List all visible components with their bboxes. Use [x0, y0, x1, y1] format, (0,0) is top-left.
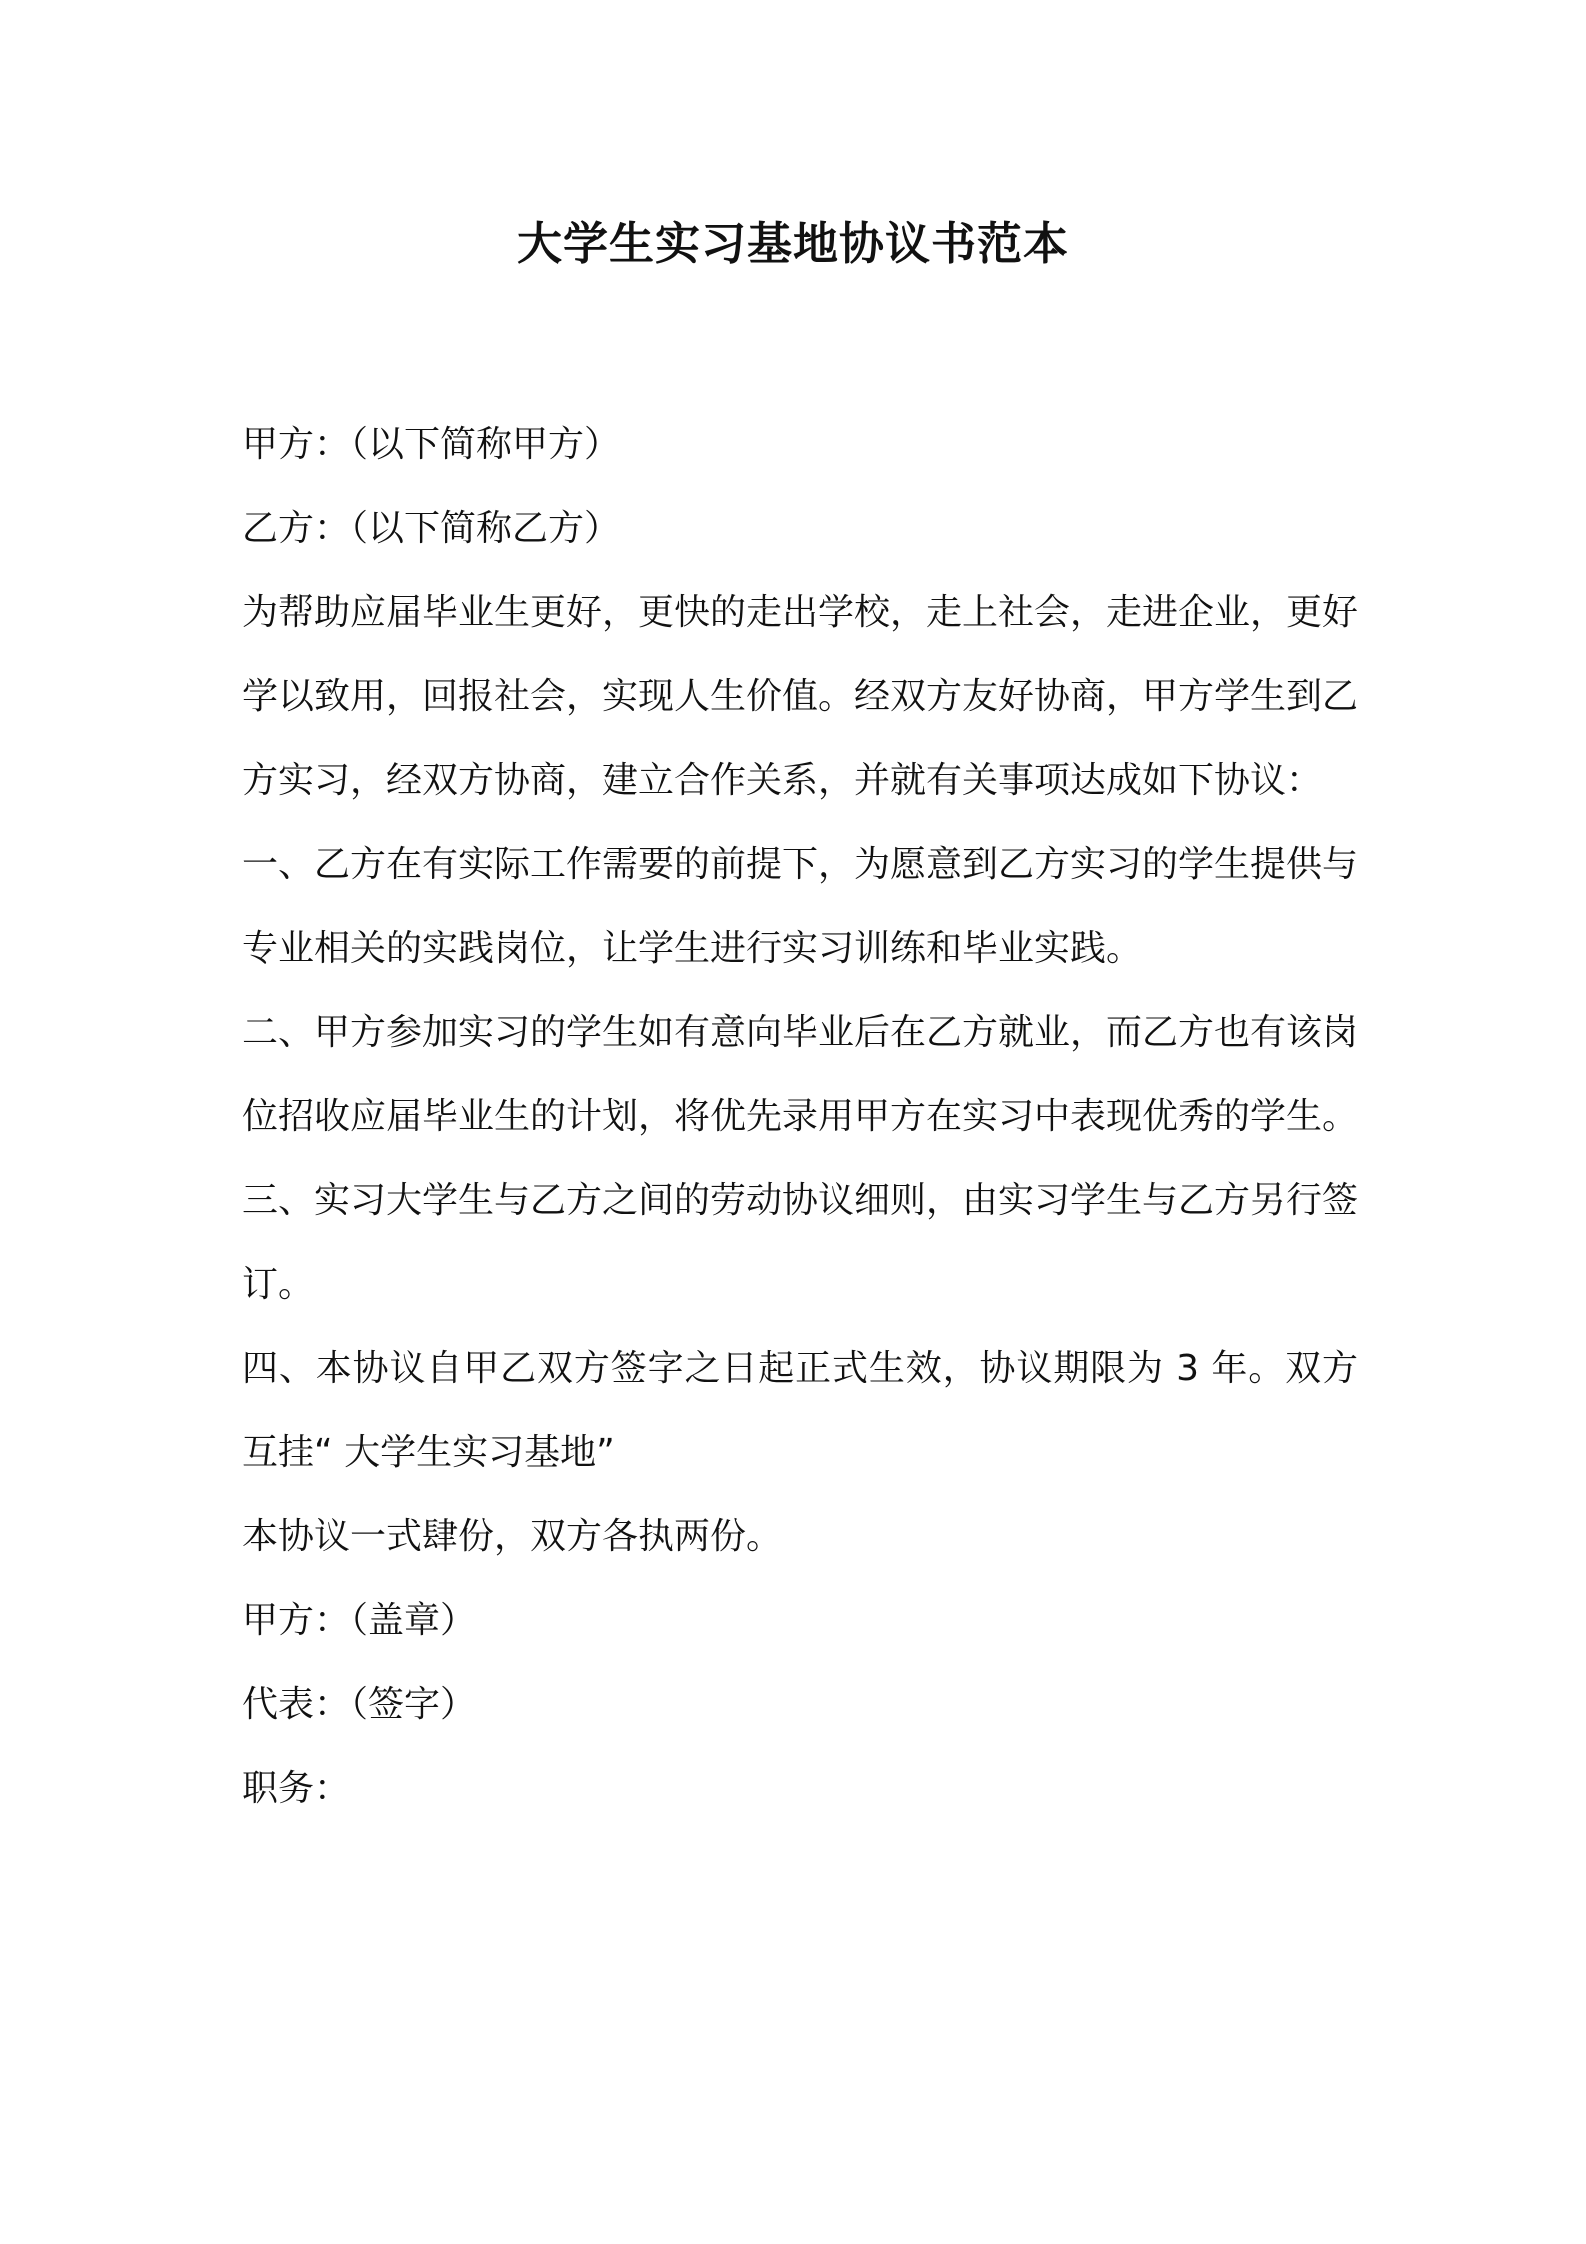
document-body: [242, 403, 1358, 1831]
document-title: 大学生实习基地协议书范本: [516, 217, 1069, 270]
representative-signature-line: 代表：（签字）: [242, 1684, 477, 1725]
preamble-paragraph: 为帮助应届毕业生更好，更快的走出学校，走上社会，走进企业，更好学以致用，回报社会，实现人生价值。经双方友好协商，甲方学生到乙方实习，经双方协商，建立合作关系，并就有关事项达成如下协议：: [242, 592, 1359, 801]
clause-2: 二、甲方参加实习的学生如有意向毕业后在乙方就业，而乙方也有该岗位招收应届毕业生的计划，将优先录用甲方在实习中表现优秀的学生。: [242, 1012, 1359, 1137]
clause-3: 三、实习大学生与乙方之间的劳动协议细则，由实习学生与乙方另行签订。: [242, 1180, 1359, 1305]
position-line: 职务：: [242, 1768, 351, 1809]
party-b-line: 乙方：（以下简称乙方）: [242, 508, 621, 549]
party-a-seal-line: 甲方：（盖章）: [242, 1600, 477, 1641]
copies-statement: 本协议一式肆份，双方各执两份。: [242, 1516, 783, 1557]
party-a-line: 甲方：（以下简称甲方）: [242, 424, 621, 465]
clause-1: 一、乙方在有实际工作需要的前提下，为愿意到乙方实习的学生提供与专业相关的实践岗位，让学生进行实习训练和毕业实践。: [242, 844, 1359, 969]
clause-4: 四、本协议自甲乙双方签字之日起正式生效，协议期限为 3 年。双方互挂“ 大学生实习基地”: [242, 1348, 1358, 1473]
